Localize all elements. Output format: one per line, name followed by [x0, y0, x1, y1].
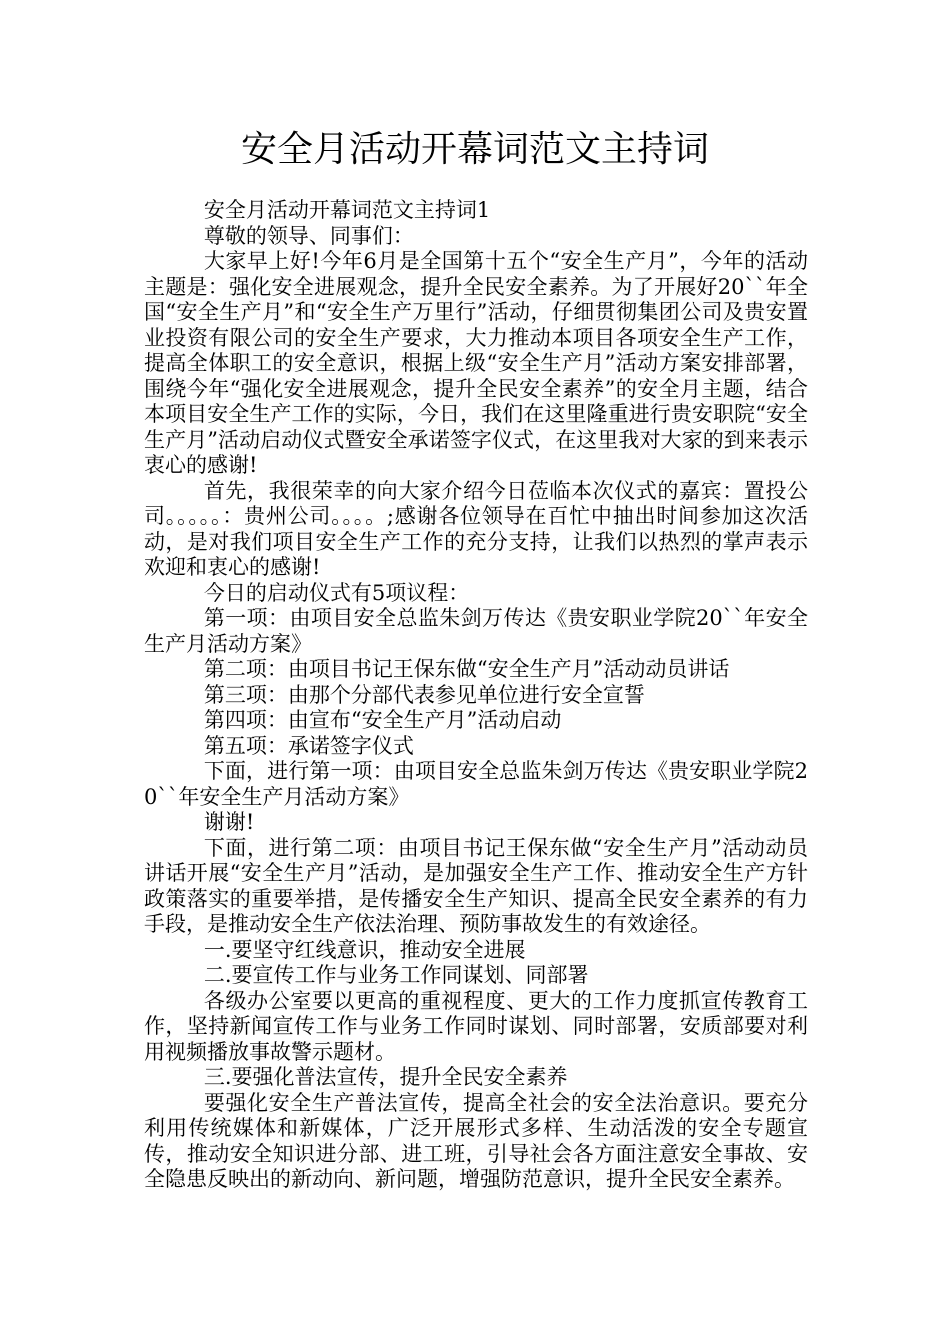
paragraph-agenda-item-2: 第二项：由项目书记王保东做“安全生产月”活动动员讲话	[203, 657, 730, 681]
paragraph-guests: 首先，我很荣幸的向大家介绍今日莅临本次仪式的嘉宾：置投公司。。。。。：贵州公司。。。。;感谢各位领导在百忙中抽出时间参加这次活动，是对我们项目安全生产工作的充分支持，让我们以热烈的掌声表示欢迎和衷心的感谢!	[144, 478, 808, 579]
paragraph-point-2-detail: 各级办公室要以更高的重视程度、更大的工作力度抓宣传教育工作，坚持新闻宣传工作与业务工作同时谋划、同时部署，安质部要对利用视频播放事故警示题材。	[144, 988, 808, 1064]
paragraph-point-2: 二.要宣传工作与业务工作同谋划、同部署	[203, 963, 589, 987]
paragraph-point-3-detail: 要强化安全生产普法宣传，提高全社会的安全法治意识。要充分利用传统媒体和新媒体，广泛开展形式多样、生动活泼的安全专题宣传，推动安全知识进分部、进工班，引导社会各方面注意安全事故、安全隐患反映出的新动向、新问题，增强防范意识，提升全民安全素养。	[144, 1090, 808, 1191]
paragraph-second-item: 下面，进行第二项：由项目书记王保东做“安全生产月”活动动员讲话开展“安全生产月”活动，是加强安全生产工作、推动安全生产方针政策落实的重要举措，是传播安全生产知识、提高全民安全素养的有力手段，是推动安全生产依法治理、预防事故发生的有效途径。	[144, 835, 808, 936]
paragraph-heading: 安全月活动开幕词范文主持词1	[203, 198, 491, 222]
paragraph-agenda-item-5: 第五项：承诺签字仪式	[203, 733, 414, 758]
paragraph-agenda-item-4: 第四项：由宣布“安全生产月”活动启动	[203, 708, 562, 732]
paragraph-salutation: 尊敬的领导、同事们：	[203, 223, 414, 248]
paragraph-point-3: 三.要强化普法宣传，提升全民安全素养	[203, 1065, 568, 1089]
paragraph-agenda-item-1: 第一项：由项目安全总监朱剑万传达《贵安职业学院20``年安全生产月活动方案》	[144, 606, 808, 656]
paragraph-thanks: 谢谢!	[203, 810, 255, 834]
paragraph-first-item: 下面，进行第一项：由项目安全总监朱剑万传达《贵安职业学院20``年安全生产月活动方案》	[144, 759, 808, 809]
paragraph-agenda-intro: 今日的启动仪式有5项议程：	[203, 580, 470, 605]
document-title: 安全月活动开幕词范文主持词	[240, 129, 709, 170]
paragraph-agenda-item-3: 第三项：由那个分部代表参见单位进行安全宣誓	[203, 682, 645, 707]
document-body	[144, 198, 808, 1193]
paragraph-point-1: 一.要坚守红线意识，推动安全进展	[203, 937, 526, 962]
paragraph-opening: 大家早上好!今年6月是全国第十五个“安全生产月”，今年的活动主题是：强化安全进展观念，提升全民安全素养。为了开展好20``年全国“安全生产月”和“安全生产万里行”活动，仔细贯彻集团公司及贵安置业投资有限公司的安全生产要求，大力推动本项目各项安全生产工作，提高全体职工的安全意识，根据上级“安全生产月”活动方案安排部署，围绕今年“强化安全进展观念，提升全民安全素养”的安全月主题，结合本项目安全生产工作的实际，今日，我们在这里隆重进行贵安职院“安全生产月”活动启动仪式暨安全承诺签字仪式，在这里我对大家的到来表示衷心的感谢!	[144, 249, 808, 477]
